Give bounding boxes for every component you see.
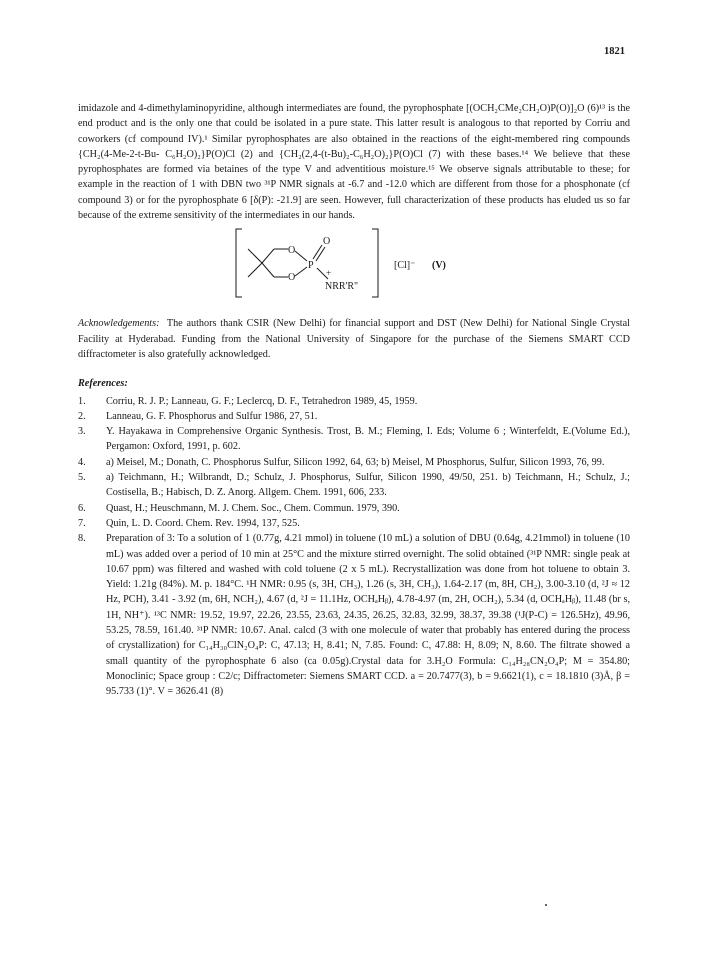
betaine-structure-drawing (224, 225, 484, 302)
paragraph-line: pyrophosphates are formed via betaines of the type V and adventitious moisture.¹⁵ We observe signals (78, 164, 527, 176)
ring-oxygen-1: O (288, 245, 296, 257)
paragraph-line: [(OCH₂CMe₂CH₂O)P(O)]₂O (6)¹³ is the end product and is the only one that could be isolated in a pure state. (78, 103, 630, 130)
reference-item (78, 531, 630, 699)
stray-mark (545, 904, 547, 906)
reference-number: 5. (78, 472, 86, 484)
reference-number: 6. (78, 502, 86, 514)
reference-text: Y. Hayakawa in Comprehensive Organic Synthesis. Trost, B. M.; Fleming, I. Eds; Volume 6 ; Winterfeldt, E.(Volume Ed.), Pergamon: Oxford, 1991, p. 602. (106, 426, 630, 453)
reference-text: a) Meisel, M.; Donath, C. Phosphorus Sulfur, Silicon 1992, 64, 63; b) Meisel, M Phosphorus, Sulfur, Silicon 1993, 76, 99. (106, 456, 605, 468)
reference-text: Corriu, R. J. P.; Lanneau, G. F.; Leclercq, D. F., Tetrahedron 1989, 45, 1959. (106, 395, 418, 407)
reference-number: 2. (78, 410, 86, 422)
paragraph-line: attributable to these; for example in the reaction of 1 with DBN two ³¹P NMR signals at -6.7 and -12.0 which (78, 164, 630, 191)
reference-text: Quin, L. D. Coord. Chem. Rev. 1994, 137, 525. (106, 517, 300, 529)
paragraph-line: This latter result is analogous to that reported by Corriu and coworkers (cf compound IV).¹ Similar (78, 118, 631, 145)
references-heading: References: (78, 378, 128, 390)
paragraph-line: intermediates in our hands. (244, 210, 355, 222)
acknowledgements-text: The authors thank CSIR (New Delhi) for financial support and DST (New Delhi) for National Single Crystal Facility at Hyderabad. Funding from the National University of Singapore for the purchase of the Siemens SMART CCD diffractometer is also gratefully acknowledged. (78, 318, 630, 360)
paragraph-line: C₆H₂O)₂}P(O)Cl (2) and {CH₂(2,4-(t-Bu)₂-C₆H₂O)₂}P(O)Cl (7) with these bases.¹⁴ We believe that these (165, 148, 630, 160)
reference-item (78, 501, 630, 516)
reference-number: 8. (78, 533, 86, 545)
reference-text: Lanneau, G. F. Phosphorus and Sulfur 1986, 27, 51. (106, 410, 318, 422)
paragraph-line: pyrophosphates are also obtained in the reactions of the eight-membered ring compounds {CH₂(4-Me-2-t-Bu- (78, 133, 630, 160)
reference-item (78, 394, 630, 409)
body-paragraph (78, 101, 630, 223)
reference-item (78, 516, 630, 531)
phosphorus-atom: P (308, 260, 314, 272)
paragraph-line: are different from those for a phosphonate (cf compound 3) or for the pyrophosphate 6 [δ(P): -21.9] are seen. (78, 179, 630, 206)
reference-number: 1. (78, 395, 86, 407)
reference-item (78, 409, 630, 424)
references-list (78, 394, 630, 700)
acknowledgements-heading: Acknowledgements: (78, 318, 160, 330)
reference-text: a) Teichmann, H.; Wilbrandt, D.; Schulz, J. Phosphorus, Sulfur, Silicon 1990, 49/50, 251. b) Teichmann, H.; Schulz, J.; Costisella, B.; Habisch, D. Z. Anorg. Allgem. Chem. 1991, 606, 233. (106, 472, 630, 499)
compound-label: (V) (432, 260, 446, 272)
chloride-counterion: [Cl]⁻ (394, 260, 416, 272)
ring-oxygen-2: O (288, 272, 296, 284)
reference-item (78, 470, 630, 501)
paragraph-line: However, full characterization of these products has eluded us so far because of the extreme sensitivity of the (78, 194, 630, 222)
reference-number: 4. (78, 456, 86, 468)
acknowledgements (78, 316, 630, 362)
paragraph-line: imidazole and 4-dimethylaminopyridine, although intermediates are found, the pyrophosphate (78, 103, 467, 114)
betaine-structure-figure (78, 225, 630, 302)
reference-item (78, 455, 630, 470)
reference-text: Preparation of 3: To a solution of 1 (0.77g, 4.21 mmol) in toluene (10 mL) a solution of DBU (0.64g, 4.21mmol) in toluene (10 mL) was added over a period of 10 min at 25°C and the mixture stirred overnight. The solid obtained (³¹P NMR: single peak at 10.67 ppm) was filtered and washed with cold toluene (2 x 5 mL). Recrystallization was done from hot toluene to obtain 3. Yield: 1.21g (84%). M. p. 184°C. ¹H NMR: 0.95 (s, 3H, CH₃), 1.26 (s, 3H, CH₃), 1.64-2.17 (m, 8H, CH₂), 3.00-3.10 (d, ²J ≈ 12 Hz, PCH), 3.41 - 3.92 (m, 6H, NCH₂), 4.67 (d, ²J = 11.1Hz, OCHₐHᵦ), 4.78-4.97 (m, 2H, OCH₂), 5.34 (d, OCHₐHᵦ), 11.48 (br s, 1H, NH⁺). ¹³C NMR: 19.52, 19.97, 22.26, 23.55, 23.63, 24.35, 26.25, 32.83, 32.99, 38.37, 39.38 (¹J(P-C) = 126.5Hz), 49.96, 53.25, 78.59, 161.40. ³¹P NMR: 10.67. Anal. calcd (3 with one molecule of water that probably has entered during the process of crystallization) for C₁₄H₃₀ClN₂O₄P: C, 47.13; H, 8.41; N, 7.85. Found: C, 47.88: H, 8.09; N, 8.60. The filtrate showed a small quantity of the pyrophosphate 6 also (ca 0.05g).Crystal data for 3.H₂O Formula: C₁₄H₂₈CN₂O₄P; M = 354.80; Monoclinic; Space group : C2/c; Diffractometer: Siemens SMART CCD. a = 20.7477(3), b = 9.6621(1), c = 18.1810 (3)Å, β = 95.733 (1)°. V = 3626.41 (8) (106, 533, 630, 698)
reference-item (78, 424, 630, 455)
reference-text: Quast, H.; Heuschmann, M. J. Chem. Soc., Chem. Commun. 1979, 390. (106, 502, 400, 514)
positive-charge: + (326, 268, 332, 279)
reference-number: 7. (78, 517, 86, 529)
reference-number: 3. (78, 426, 86, 438)
page-number: 1821 (604, 46, 625, 57)
phosphoryl-oxygen: O (323, 236, 331, 248)
article-body (78, 101, 630, 700)
ammonium-group: NRR'R" (325, 281, 359, 293)
